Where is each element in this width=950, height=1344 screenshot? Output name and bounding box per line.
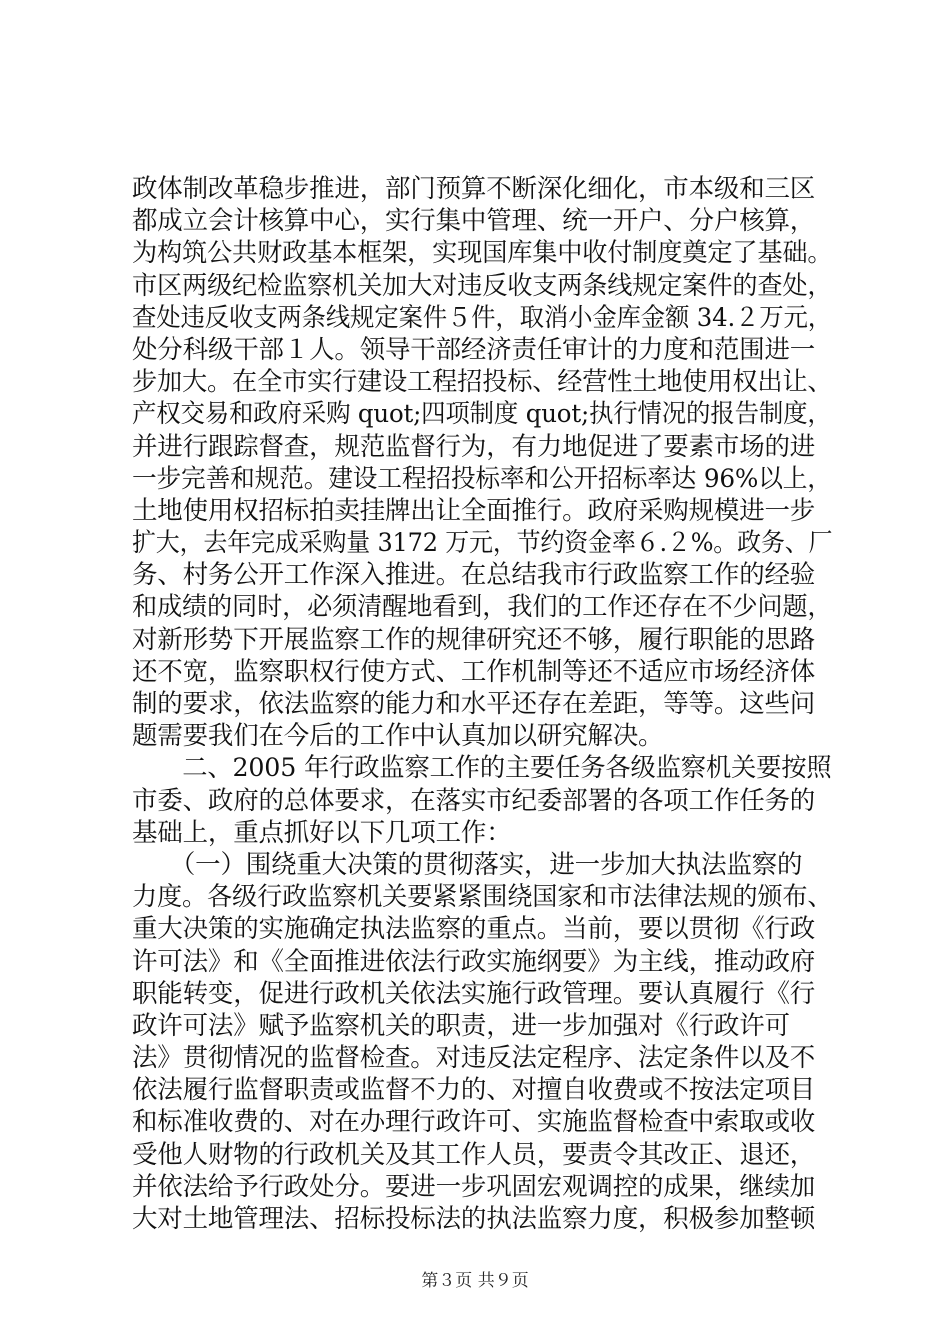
body-text xyxy=(132,173,832,1235)
text-line: 力度。各级行政监察机关要紧紧围绕国家和市法律法规的颁布、 xyxy=(132,882,833,913)
text-line: 法》贯彻情况的监督检查。对违反法定程序、法定条件以及不 xyxy=(132,1043,816,1074)
text-line: 步加大。在全市实行建设工程招投标、经营性土地使用权出让、 xyxy=(132,367,833,398)
text-line: 和标准收费的、对在办理行政许可、实施监督检查中索取或收 xyxy=(132,1107,816,1138)
text-line: 基础上，重点抓好以下几项工作： xyxy=(132,817,512,848)
text-line: 大对土地管理法、招标投标法的执法监察力度，积极参加整顿 xyxy=(132,1204,816,1234)
page-footer: 第３页 共９页 xyxy=(421,1271,529,1291)
text-line: 依法履行监督职责或监督不力的、对擅自收费或不按法定项目 xyxy=(132,1075,816,1106)
text-line: 职能转变，促进行政机关依法实施行政管理。要认真履行《行 xyxy=(132,978,816,1009)
text-line: 为构筑公共财政基本框架，实现国库集中收付制度奠定了基础。 xyxy=(132,238,833,269)
text-line: 和成绩的同时，必须清醒地看到，我们的工作还存在不少问题， xyxy=(132,592,833,623)
text-line: 对新形势下开展监察工作的规律研究还不够，履行职能的思路 xyxy=(132,624,816,655)
text-line: 务、村务公开工作深入推进。在总结我市行政监察工作的经验 xyxy=(132,560,816,591)
text-line: 制的要求，依法监察的能力和水平还存在差距，等等。这些问 xyxy=(132,689,816,719)
text-line: 产权交易和政府采购 quot;四项制度 quot;执行情况的报告制度， xyxy=(132,399,832,430)
text-line: 市委、政府的总体要求，在落实市纪委部署的各项工作任务的 xyxy=(132,785,816,816)
text-line: 处分科级干部１人。领导干部经济责任审计的力度和范围进一 xyxy=(132,334,816,365)
text-line: 扩大，去年完成采购量 3172 万元，节约资金率６.２%。政务、厂 xyxy=(132,528,833,559)
text-line: 二、2005 年行政监察工作的主要任务各级监察机关要按照 xyxy=(132,753,832,784)
text-line: 题需要我们在今后的工作中认真加以研究解决。 xyxy=(132,721,664,752)
text-line: 许可法》和《全面推进依法行政实施纲要》为主线，推动政府 xyxy=(132,946,816,977)
text-line: 市区两级纪检监察机关加大对违反收支两条线规定案件的查处， xyxy=(132,270,833,301)
text-line: 一步完善和规范。建设工程招投标率和公开招标率达 96%以上， xyxy=(132,463,832,494)
text-line: 受他人财物的行政机关及其工作人员，要责令其改正、退还， xyxy=(132,1139,816,1170)
text-line: 并进行跟踪督查，规范监督行为，有力地促进了要素市场的进 xyxy=(132,431,816,462)
text-line: 还不宽，监察职权行使方式、工作机制等还不适应市场经济体 xyxy=(132,656,816,687)
text-line: （一）围绕重大决策的贯彻落实，进一步加大执法监察的 xyxy=(132,849,803,880)
text-line: 查处违反收支两条线规定案件５件，取消小金库金额 34.２万元， xyxy=(132,302,832,333)
text-line: 并依法给予行政处分。要进一步巩固宏观调控的成果，继续加 xyxy=(132,1171,816,1202)
text-line: 重大决策的实施确定执法监察的重点。当前，要以贯彻《行政 xyxy=(132,914,816,945)
text-line: 政体制改革稳步推进，部门预算不断深化细化，市本级和三区 xyxy=(132,174,816,204)
text-line: 政许可法》赋予监察机关的职责，进一步加强对《行政许可 xyxy=(132,1010,790,1041)
text-line: 都成立会计核算中心，实行集中管理、统一开户、分户核算， xyxy=(132,206,816,237)
text-line: 土地使用权招标拍卖挂牌出让全面推行。政府采购规模进一步 xyxy=(132,495,816,526)
